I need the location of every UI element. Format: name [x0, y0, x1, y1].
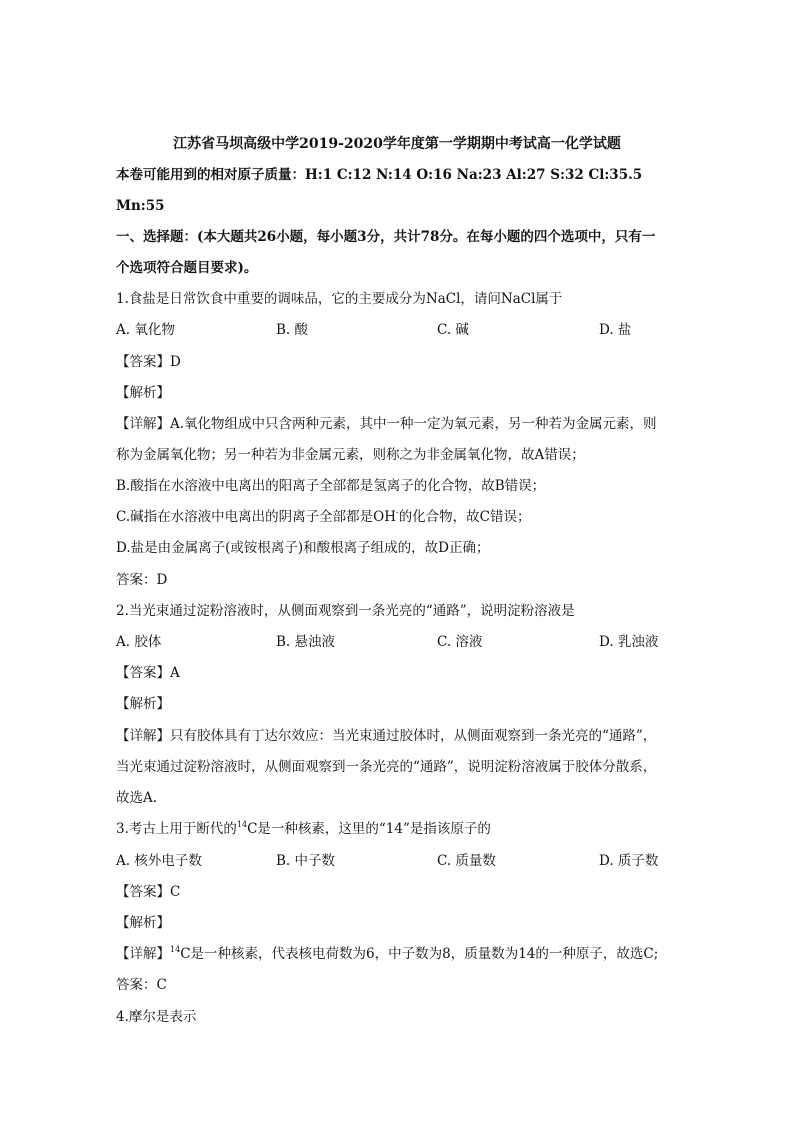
q2-option-b: B. 悬浊液 [276, 634, 336, 650]
q3-detail-text: C是一种核素，代表核电荷数为6，中子数为8，质量数为14的一种原子，故选C; [180, 946, 659, 962]
q1-detail-line: 【详解】A.氧化物组成中只含两种元素，其中一种一定为氧元素，另一种若为金属元素，则 [116, 416, 657, 432]
q1-detail-text: 的化合物，故C错误； [398, 509, 531, 525]
q3-analysis-label: 【解析】 [116, 915, 170, 931]
page-title: 江苏省马坝高级中学2019-2020学年度第一学期期中考试高一化学试题 [173, 136, 621, 152]
q3-final-answer: 答案：C [116, 977, 167, 993]
q1-option-a: A. 氧化物 [116, 322, 175, 338]
q1-detail-line: D.盐是由金属离子(或铵根离子)和酸根离子组成的，故D正确； [116, 540, 490, 556]
q1-detail-line: 称为金属氧化物；另一种若为非金属元素，则称之为非金属氧化物，故A错误； [116, 447, 585, 463]
q2-option-a: A. 胶体 [116, 634, 162, 650]
section-heading-cont: 个选项符合题目要求)。 [116, 260, 258, 276]
question-4-stem: 4.摩尔是表示 [116, 1009, 197, 1025]
q2-answer: 【答案】A [116, 665, 180, 681]
q1-analysis-label: 【解析】 [116, 385, 170, 401]
q2-detail-line: 当光束通过淀粉溶液时，从侧面观察到一条光亮的“通路”，说明淀粉溶液属于胶体分散系， [116, 759, 657, 775]
q1-detail-superscript: - [395, 508, 399, 517]
q3-answer: 【答案】C [116, 884, 181, 900]
q1-detail-line: B.酸指在水溶液中电离出的阳离子全部都是氢离子的化合物，故B错误； [116, 478, 546, 494]
q1-option-c: C. 碱 [437, 322, 469, 338]
q3-option-d: D. 质子数 [599, 853, 659, 869]
q1-answer: 【答案】D [116, 354, 181, 370]
q3-option-b: B. 中子数 [276, 853, 336, 869]
q3-option-c: C. 质量数 [437, 853, 496, 869]
q3-detail-superscript: 14 [170, 945, 181, 954]
q2-detail-line: 【详解】只有胶体具有丁达尔效应：当光束通过胶体时，从侧面观察到一条光亮的“通路”， [116, 728, 657, 744]
q3-stem-text: C是一种核素，这里的“14”是指该原子的 [247, 821, 491, 837]
q3-stem-text: 3.考古上用于断代的 [116, 821, 237, 837]
section-heading: 一、选择题：(本大题共26小题，每小题3分，共计78分。在每小题的四个选项中，只有一 [116, 229, 656, 245]
question-2-stem: 2.当光束通过淀粉溶液时，从侧面观察到一条光亮的“通路”，说明淀粉溶液是 [116, 603, 575, 619]
atomic-mass-note: 本卷可能用到的相对原子质量：H:1 C:12 N:14 O:16 Na:23 Al:27 S:32 Cl:35.5 [116, 167, 643, 183]
q1-final-answer: 答案：D [116, 572, 168, 588]
question-1-stem: 1.食盐是日常饮食中重要的调味品，它的主要成分为NaCl，请问NaCl属于 [116, 291, 563, 307]
q1-detail-text: C.碱指在水溶液中电离出的阴离子全部都是OH [116, 509, 396, 525]
q3-stem-superscript: 14 [236, 820, 248, 829]
q3-option-a: A. 核外电子数 [116, 853, 202, 869]
q2-detail-line: 故选A. [116, 790, 158, 806]
question-3-stem [116, 819, 491, 839]
q1-detail-line [116, 507, 531, 527]
q2-option-c: C. 溶液 [437, 634, 483, 650]
q2-analysis-label: 【解析】 [116, 696, 170, 712]
q1-option-d: D. 盐 [599, 322, 632, 338]
q2-option-d: D. 乳浊液 [599, 634, 659, 650]
atomic-mass-note-cont: Mn:55 [116, 198, 165, 214]
q3-detail-text: 【详解】 [116, 946, 170, 962]
q1-option-b: B. 酸 [276, 322, 309, 338]
q3-detail-line [116, 944, 658, 964]
